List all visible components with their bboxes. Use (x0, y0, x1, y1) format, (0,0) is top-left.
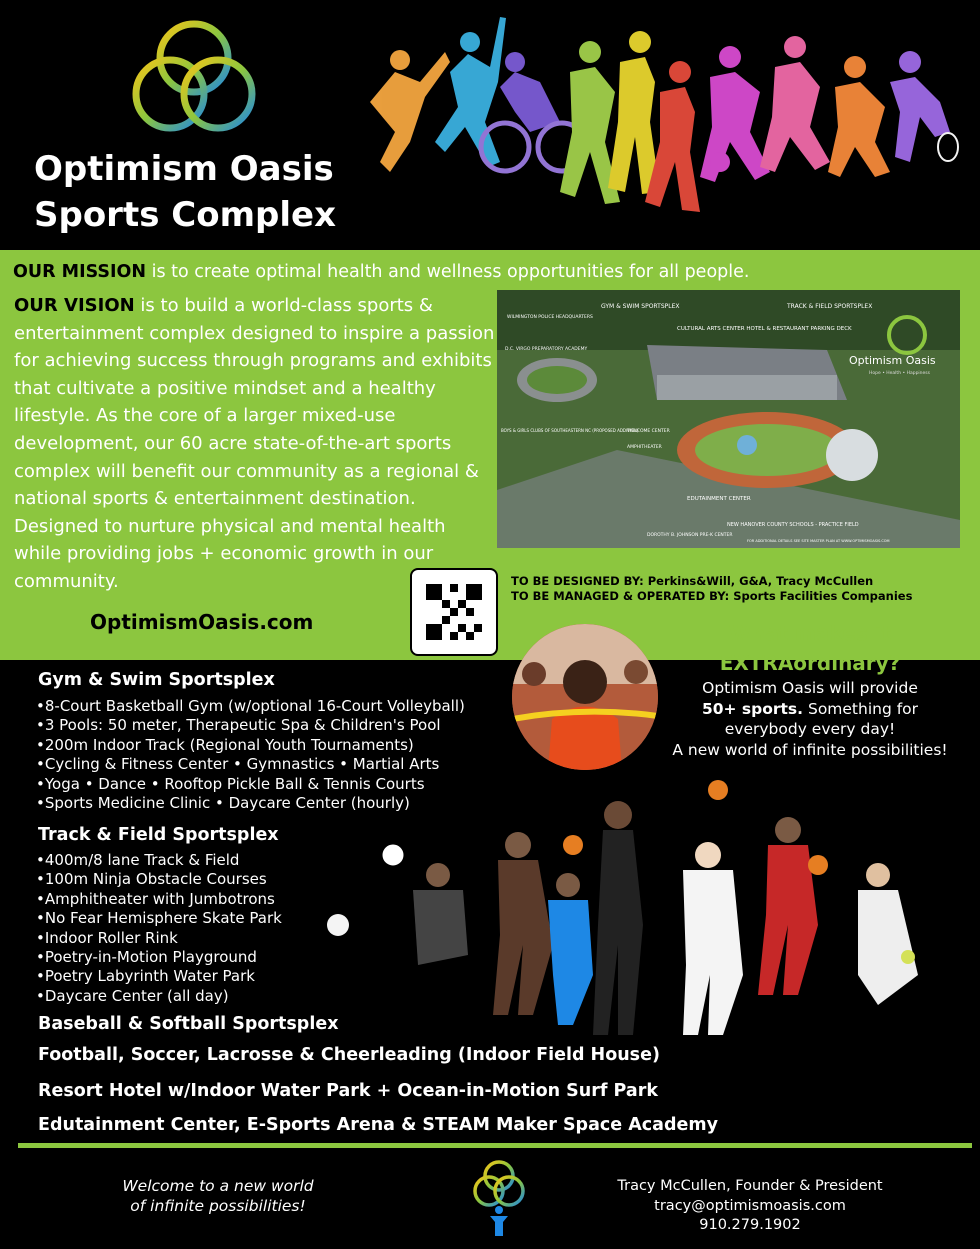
extra-line-2-rest: Something for (803, 699, 919, 718)
runner-child-drawing (512, 624, 658, 770)
list-item: • 200m Indoor Track (Regional Youth Tournaments) (36, 736, 465, 755)
list-item: • Poetry Labyrinth Water Park (36, 967, 282, 986)
baseball-softball-line: Baseball & Softball Sportsplex (38, 1014, 339, 1034)
map-label-schools: NEW HANOVER COUNTY SCHOOLS - PRACTICE FIELD (727, 522, 859, 528)
list-item: • Poetry-in-Motion Playground (36, 948, 282, 967)
map-label-amphitheater: AMPHITHEATER (627, 445, 662, 450)
map-brand-name: Optimism Oasis (849, 354, 936, 367)
football-soccer-line: Football, Soccer, Lacrosse & Cheerleading (Indoor Field House) (38, 1045, 660, 1065)
contact-name: Tracy McCullen, Founder & President (617, 1178, 883, 1194)
map-label-gym-swim: GYM & SWIM SPORTSPLEX (601, 303, 680, 310)
credits (511, 574, 912, 604)
vision-label: OUR VISION (14, 295, 135, 316)
mission-statement (13, 262, 749, 282)
list-item: • 100m Ninja Obstacle Courses (36, 870, 282, 889)
contact-email[interactable]: tracy@optimismoasis.com (654, 1197, 846, 1214)
map-label-police: WILMINGTON POLICE HEADQUARTERS (507, 315, 593, 320)
site-plan-drawing (497, 290, 960, 548)
header (0, 0, 980, 250)
title-line-2: Sports Complex (34, 195, 336, 235)
track-field-list (36, 851, 282, 1006)
designed-by: TO BE DESIGNED BY: Perkins&Will, G&A, Tracy McCullen (511, 574, 874, 588)
edutainment-line: Edutainment Center, E-Sports Arena & STEAM Maker Space Academy (38, 1115, 718, 1135)
extra-sports-count: 50+ sports. (701, 699, 804, 718)
map-label-academy: D.C. VIRGO PREPARATORY ACADEMY (505, 347, 588, 352)
page-title (34, 146, 336, 238)
gym-swim-heading: Gym & Swim Sportsplex (38, 670, 275, 690)
map-label-edutainment: EDUTAINMENT CENTER (687, 496, 751, 502)
gym-swim-list (36, 697, 465, 813)
list-item: • Amphitheater with Jumbotrons (36, 890, 282, 909)
mission-text: is to create optimal health and wellness opportunities for all people. (146, 262, 750, 282)
map-label-clubs: BOYS & GIRLS CLUBS OF SOUTHEASTERN NC (PROPOSED ADDITION) (501, 428, 639, 433)
welcome-line-2: of infinite possibilities! (130, 1197, 306, 1215)
map-label-details: FOR ADDITIONAL DETAILS SEE SITE MASTER PLAN AT WWW.OPTIMISMOASIS.COM (747, 539, 890, 543)
map-label-cultural: CULTURAL ARTS CENTER HOTEL & RESTAURANT PARKING DECK (677, 326, 852, 332)
extra-heading-2: EXTRAordinary? (719, 651, 901, 675)
runner-child-photo (512, 624, 658, 770)
qr-code-icon[interactable] (410, 568, 498, 656)
map-label-track-field: TRACK & FIELD SPORTSPLEX (787, 303, 873, 310)
qr-pattern (426, 584, 482, 640)
vision-text: is to build a world-class sports & entertainment complex designed to inspire a passion for achieving success through programs and exhibits that cultivate a positive mindset and a healthy lifestyle. As the core of a larger mixed-use development, our 60 acre state-of-the-art sports complex will benefit our community as a regional & national sports & entertainment destination. Designed to nurture physical and mental health while providing jobs + economic growth in our community. (14, 295, 495, 592)
managed-by: TO BE MANAGED & OPERATED BY: Sports Facilities Companies (511, 589, 913, 603)
extra-heading-1: What makes it (728, 621, 892, 645)
extra-line-1: Optimism Oasis will provide (702, 679, 918, 697)
list-item: • No Fear Hemisphere Skate Park (36, 909, 282, 928)
extra-line-4: A new world of infinite possibilities! (672, 740, 948, 759)
contact-phone[interactable]: 910.279.1902 (699, 1217, 801, 1233)
list-item: • Sports Medicine Clinic • Daycare Center (hourly) (36, 794, 465, 813)
optimism-oasis-logo-icon (128, 18, 260, 136)
contact-info (600, 1177, 900, 1236)
athlete-silhouettes-image (350, 12, 970, 212)
footer-divider (18, 1143, 972, 1148)
extra-line-3: everybody every day! (724, 720, 896, 738)
list-item: • 400m/8 lane Track & Field (36, 851, 282, 870)
list-item: • Yoga • Dance • Rooftop Pickle Ball & Tennis Courts (36, 775, 465, 794)
track-field-heading: Track & Field Sportsplex (38, 825, 279, 845)
welcome-line-1: Welcome to a new world (122, 1177, 314, 1195)
mission-label: OUR MISSION (13, 262, 147, 282)
extra-line-2 (640, 699, 980, 720)
title-line-1: Optimism Oasis (34, 149, 334, 189)
vision-statement (14, 292, 498, 596)
map-label-dorothy: DOROTHY B. JOHNSON PRE-K CENTER (647, 533, 733, 538)
list-item: • Indoor Roller Rink (36, 929, 282, 948)
list-item: • Daycare Center (all day) (36, 987, 282, 1006)
list-item: • 8-Court Basketball Gym (w/optional 16-Court Volleyball) (36, 697, 465, 716)
athletes-collage-image (318, 775, 978, 1045)
map-brand-tagline: Hope • Health • Happiness (869, 371, 930, 376)
website-link[interactable]: OptimismOasis.com (90, 610, 314, 634)
map-label-welcome: WELCOME CENTER (627, 429, 670, 434)
list-item: • Cycling & Fitness Center • Gymnastics • Martial Arts (36, 755, 465, 774)
resort-hotel-line: Resort Hotel w/Indoor Water Park + Ocean-in-Motion Surf Park (38, 1081, 658, 1101)
extraordinary-callout (640, 618, 980, 760)
site-plan-rendering-image (497, 290, 960, 548)
footer-logo-icon (470, 1158, 528, 1238)
list-item: • 3 Pools: 50 meter, Therapeutic Spa & Children's Pool (36, 716, 465, 735)
footer-welcome (112, 1176, 324, 1216)
